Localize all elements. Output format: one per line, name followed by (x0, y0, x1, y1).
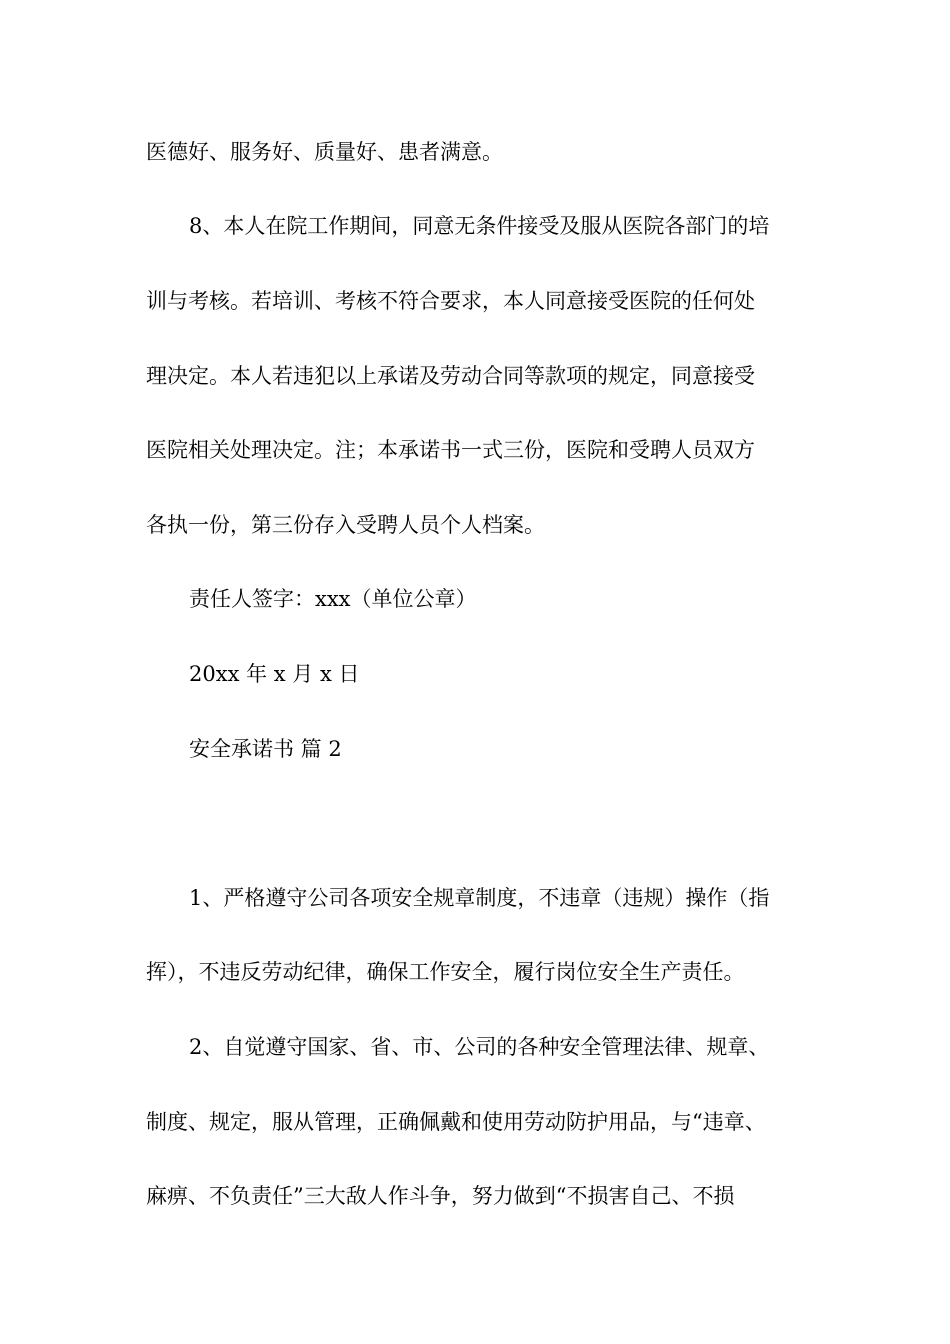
text-line: 1、严格遵守公司各项安全规章制度，不违章（违规）操作（指 (189, 886, 770, 910)
text-line: 2、自觉遵守国家、省、市、公司的各种安全管理法律、规章、 (189, 1035, 770, 1059)
text-line: 挥），不违反劳动纪律，确保工作安全，履行岗位安全生产责任。 (146, 960, 745, 984)
signature-line: 责任人签字：xxx（单位公章） (189, 587, 477, 611)
text-line: 麻痹、不负责任”三大敌人作斗争，努力做到“不损害自己、不损 (146, 1184, 735, 1208)
section-heading: 安全承诺书 篇 2 (189, 737, 342, 761)
text-line: 制度、规定，服从管理，正确佩戴和使用劳动防护用品，与“违章、 (146, 1110, 766, 1134)
text-line: 训与考核。若培训、考核不符合要求，本人同意接受医院的任何处 (146, 289, 755, 313)
text-line: 医院相关处理决定。注；本承诺书一式三份，医院和受聘人员双方 (146, 438, 755, 462)
text-line: 各执一份，第三份存入受聘人员个人档案。 (146, 513, 545, 537)
text-line: 医德好、服务好、质量好、患者满意。 (146, 140, 503, 164)
text-line: 理决定。本人若违犯以上承诺及劳动合同等款项的规定，同意接受 (146, 364, 755, 388)
text-line: 8、本人在院工作期间，同意无条件接受及服从医院各部门的培 (189, 214, 770, 238)
date-line: 20xx 年 x 月 x 日 (189, 662, 360, 686)
